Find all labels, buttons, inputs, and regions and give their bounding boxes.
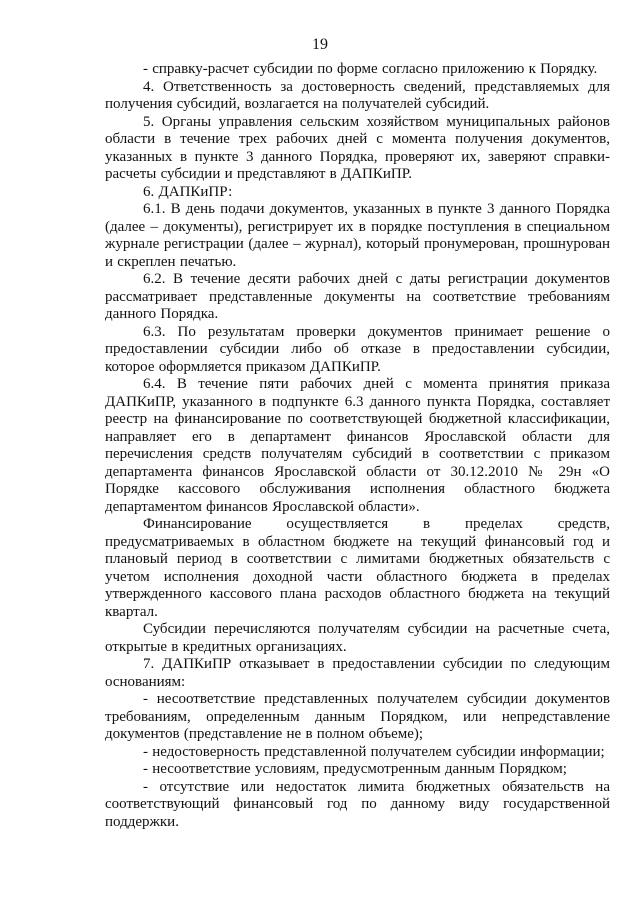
paragraph-14: - несоответствие условиям, предусмотренным данным Порядком;: [143, 761, 567, 777]
paragraph-9: Финансирование осуществляется в пределах средств, предусматриваемых в областном бюджете на текущий финансовый год и плановый период в соответствии с лимитами бюджетных обязательств с учетом исполнения доходной части областного бюджета в пределах утвержденного кассового плана расходов областного бюджета на текущий квартал.: [105, 516, 610, 620]
paragraph-7: 6.3. По результатам проверки документов принимает решение о предоставлении субсидии либо об отказе в предоставлении субсидии, которое оформляется приказом ДАПКиПР.: [105, 323, 610, 375]
paragraph-15: - отсутствие или недостаток лимита бюджетных обязательств на соответствующий финансовый год по данному виду государственной поддержки.: [105, 778, 610, 830]
paragraph-4: 6. ДАПКиПР:: [143, 183, 233, 200]
paragraph-6: 6.2. В течение десяти рабочих дней с даты регистрации документов рассматривает представленные документы на соответствие требованиям данного Порядка.: [105, 271, 610, 322]
paragraph-12: - несоответствие представленных получателем субсидии документов требованиям, определенным данным Порядком, или непредставление документов (представление не в полном объеме);: [105, 691, 610, 742]
paragraph-10: Субсидии перечисляются получателям субсидии на расчетные счета, открытые в кредитных организациях.: [105, 621, 610, 655]
paragraph-5: 6.1. В день подачи документов, указанных в пункте 3 данного Порядка (далее – документы), регистрирует их в порядке поступления в специальном журнале регистрации (далее – журнал), который пронумерован, прошнурован и скреплен печатью.: [105, 201, 610, 270]
paragraph-13: - недостоверность представленной получателем субсидии информации;: [143, 743, 605, 760]
paragraph-1: - справку-расчет субсидии по форме согласно приложению к Порядку.: [143, 61, 598, 77]
paragraph-2: 4. Ответственность за достоверность сведений, представляемых для получения субсидий, возлагается на получателей субсидий.: [105, 78, 610, 112]
page-number: 19: [312, 36, 328, 53]
document-body: [105, 61, 610, 831]
paragraph-11: 7. ДАПКиПР отказывает в предоставлении субсидии по следующим основаниям:: [105, 656, 610, 690]
paragraph-8: 6.4. В течение пяти рабочих дней с момента принятия приказа ДАПКиПР, указанного в подпункте 6.3 данного пункта Порядка, составляет реестр на финансирование по соответствующей бюджетной классификации, направляет его в департамент финансов Ярославской области для перечисления средств получателям субсидий в соответствии с приказом департамента финансов Ярославской области от 30.12.2010 № 29н «О Порядке кассового обслуживания исполнения областного бюджета департаментом финансов Ярославской области».: [105, 376, 610, 515]
paragraph-3: 5. Органы управления сельским хозяйством муниципальных районов области в течение трех рабочих дней с момента получения документов, указанных в пункте 3 данного Порядка, проверяют их, заверяют справки-расчеты субсидии и представляют в ДАПКиПР.: [105, 113, 610, 182]
